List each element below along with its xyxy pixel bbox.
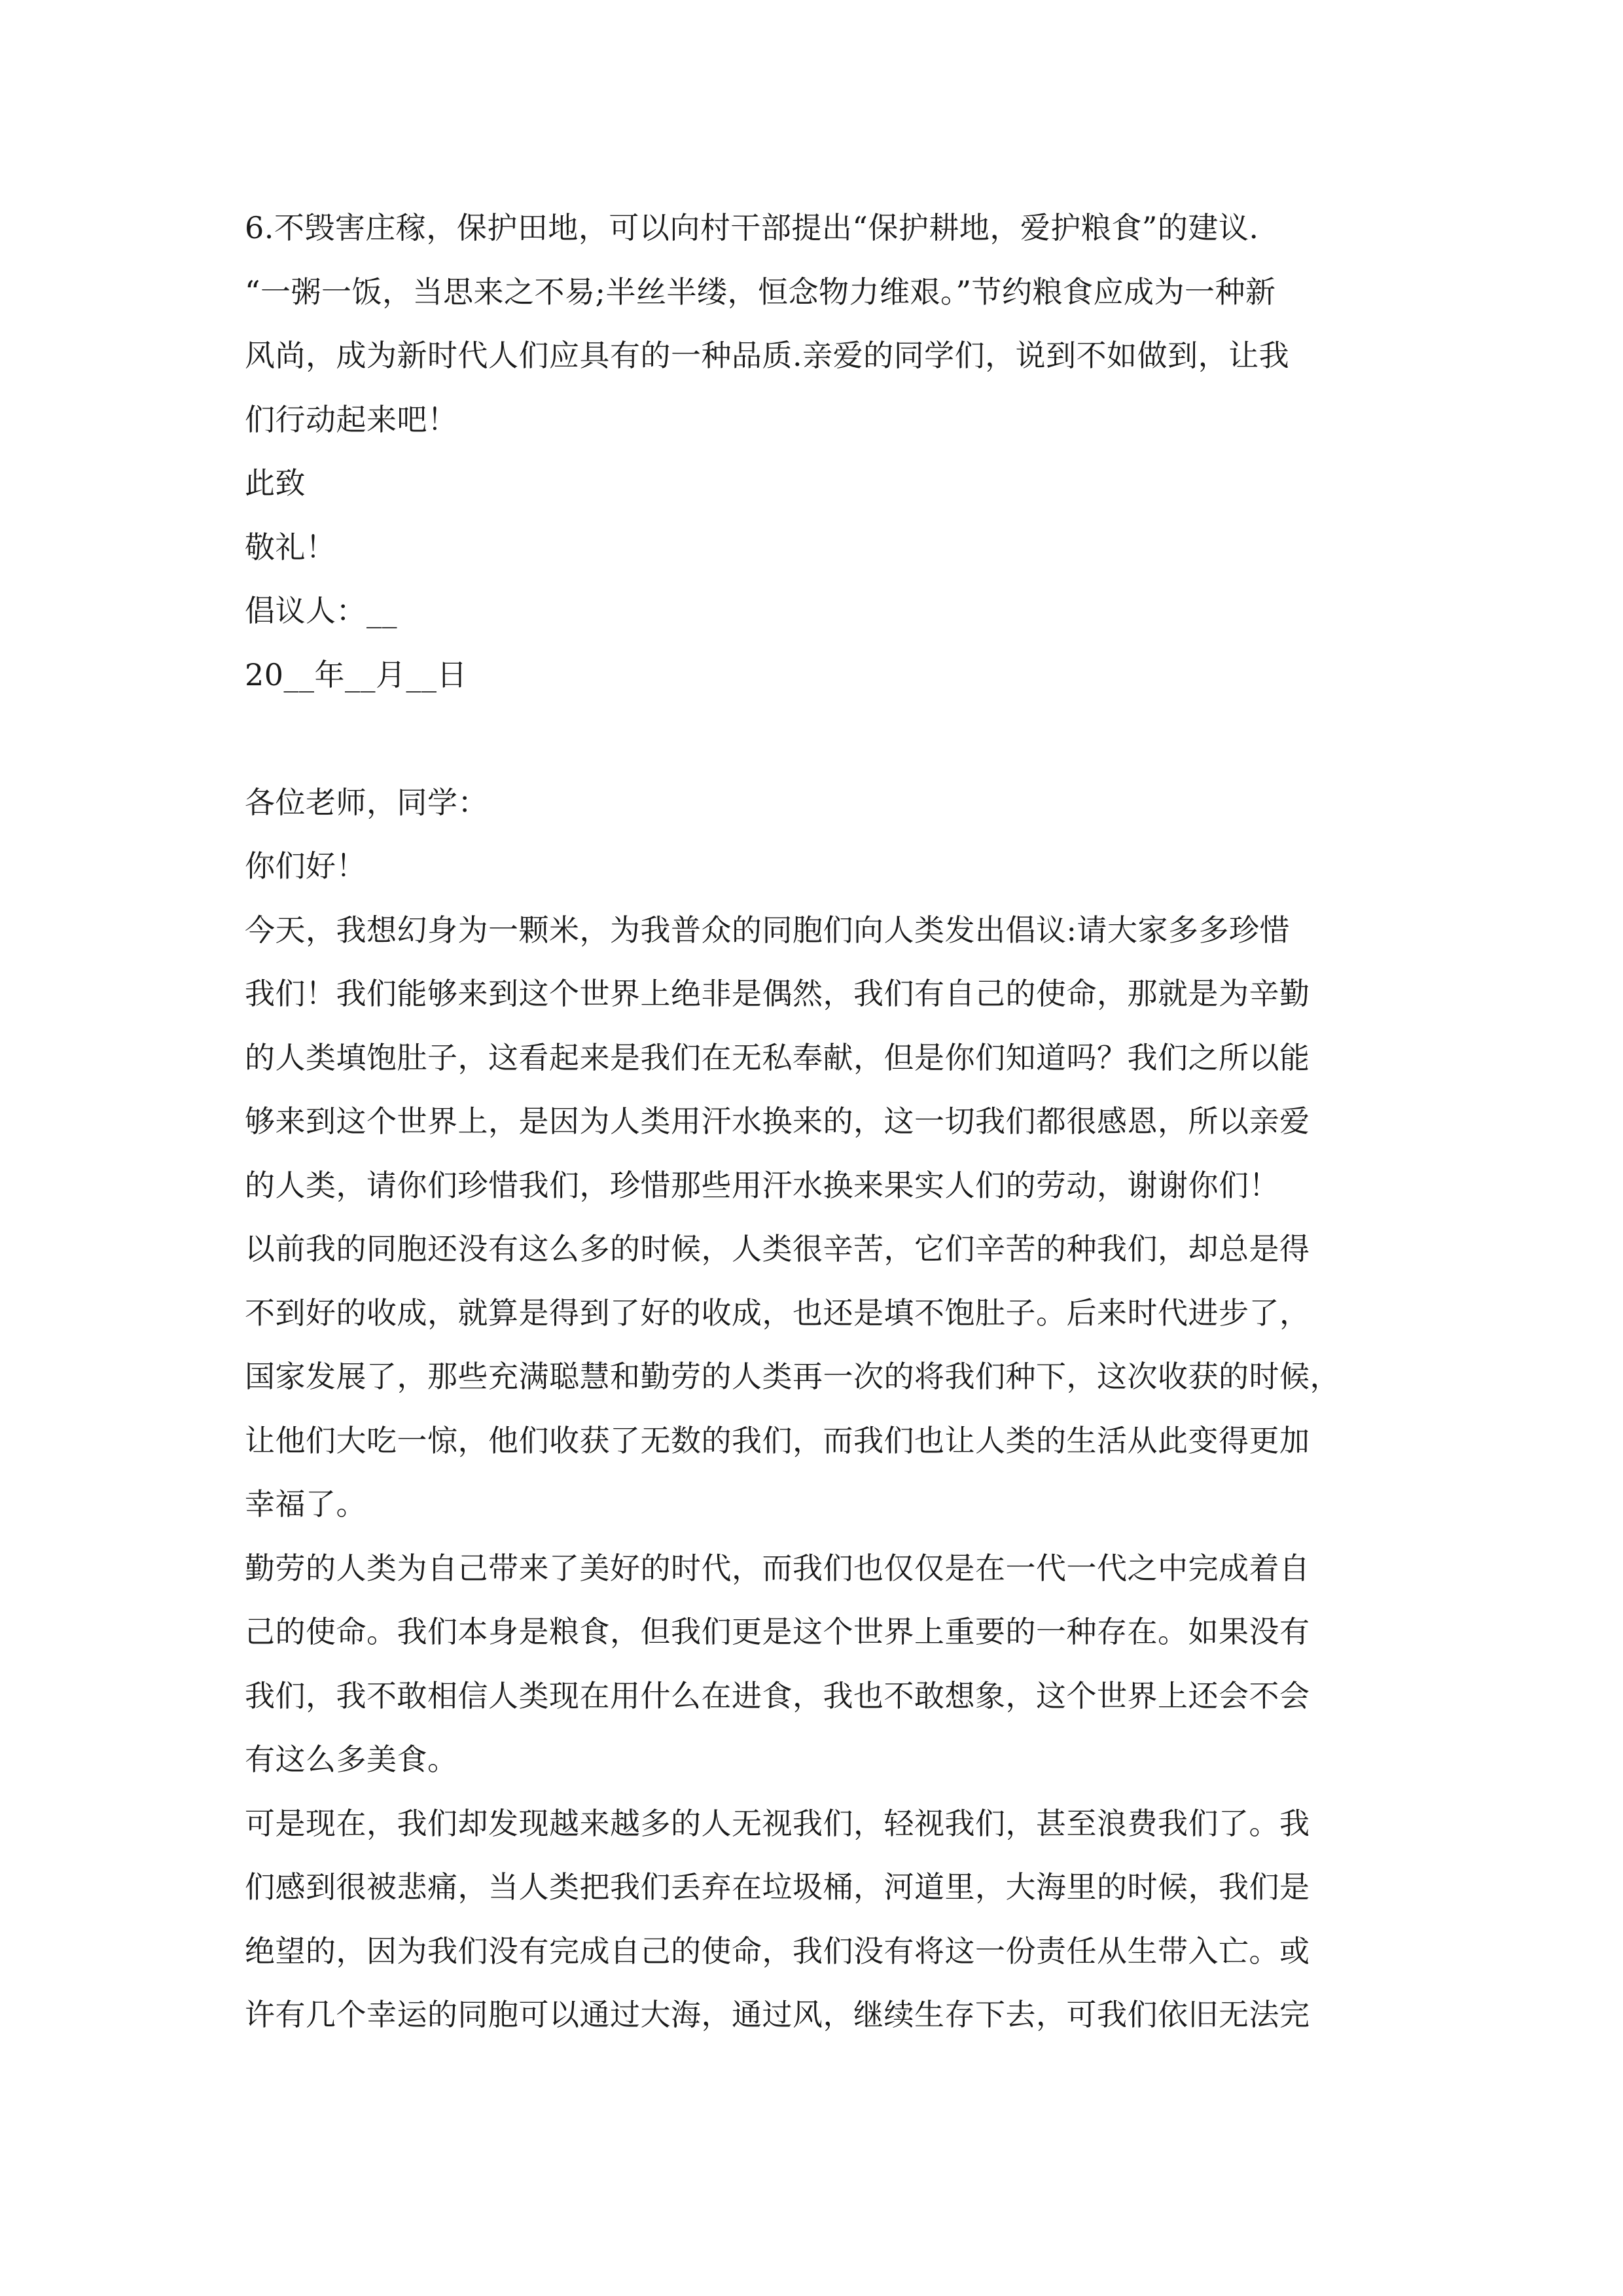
letter2-body-line: 的人类填饱肚子，这看起来是我们在无私奉献，但是你们知道吗？我们之所以能 [245,1039,1310,1075]
letter2-body-line: 够来到这个世界上，是因为人类用汗水换来的，这一切我们都很感恩，所以亲爱 [245,1103,1310,1139]
letter1-body-line: 们行动起来吧！ [245,401,458,437]
letter2-hello: 你们好！ [245,848,366,884]
letter2-body-line: 许有几个幸运的同胞可以通过大海，通过风，继续生存下去，可我们依旧无法完 [245,1997,1310,2032]
letter1-salute: 敬礼！ [245,529,336,565]
letter2-body-line: 的人类，请你们珍惜我们，珍惜那些用汗水换来果实人们的劳动，谢谢你们！ [245,1167,1279,1203]
letter1-body-line: 6.不毁害庄稼，保护田地，可以向村干部提出“保护耕地，爱护粮食”的建议. [245,210,1259,245]
text-column [245,196,1383,2047]
letter2-body-line: 有这么多美食。 [245,1742,458,1777]
letter2-body-line: 们感到很被悲痛，当人类把我们丢弃在垃圾桶，河道里，大海里的时候，我们是 [245,1869,1310,1905]
letter2-body-line: 勤劳的人类为自己带来了美好的时代，而我们也仅仅是在一代一代之中完成着自 [245,1550,1310,1586]
letter2-body-line: 国家发展了，那些充满聪慧和勤劳的人类再一次的将我们种下，这次收获的时候， [245,1359,1340,1394]
letter2-body-line: 不到好的收成，就算是得到了好的收成，也还是填不饱肚子。后来时代进步了， [245,1295,1310,1331]
letter2-body-line: 我们，我不敢相信人类现在用什么在进食，我也不敢想象，这个世界上还会不会 [245,1677,1310,1713]
letter1-date: 20__年__月__日 [245,656,468,692]
letter2-body-line: 幸福了。 [245,1486,366,1522]
letter1-body-line: “一粥一饭，当思来之不易;半丝半缕，恒念物力维艰。”节约粮食应成为一种新 [245,274,1276,310]
letter1-closing: 此致 [245,465,306,501]
letter1-signer: 倡议人：__ [245,593,397,628]
letter2-body-line: 以前我的同胞还没有这么多的时候，人类很辛苦，它们辛苦的种我们，却总是得 [245,1231,1310,1266]
letter2-body-line: 己的使命。我们本身是粮食，但我们更是这个世界上重要的一种存在。如果没有 [245,1614,1310,1649]
letter2-body-line: 可是现在，我们却发现越来越多的人无视我们，轻视我们，甚至浪费我们了。我 [245,1805,1310,1841]
section-gap [245,707,1383,771]
letter2-body-line: 今天，我想幻身为一颗米，为我普众的同胞们向人类发出倡议:请大家多多珍惜 [245,912,1290,948]
letter2-body-line: 让他们大吃一惊，他们收获了无数的我们，而我们也让人类的生活从此变得更加 [245,1422,1310,1458]
letter2-body-line: 绝望的，因为我们没有完成自己的使命，我们没有将这一份责任从生带入亡。或 [245,1933,1310,1969]
letter2-body-line: 我们！我们能够来到这个世界上绝非是偶然，我们有自己的使命，那就是为辛勤 [245,976,1310,1011]
letter1-body-line: 风尚，成为新时代人们应具有的一种品质.亲爱的同学们，说到不如做到，让我 [245,338,1290,373]
letter2-greeting: 各位老师，同学： [245,784,488,820]
